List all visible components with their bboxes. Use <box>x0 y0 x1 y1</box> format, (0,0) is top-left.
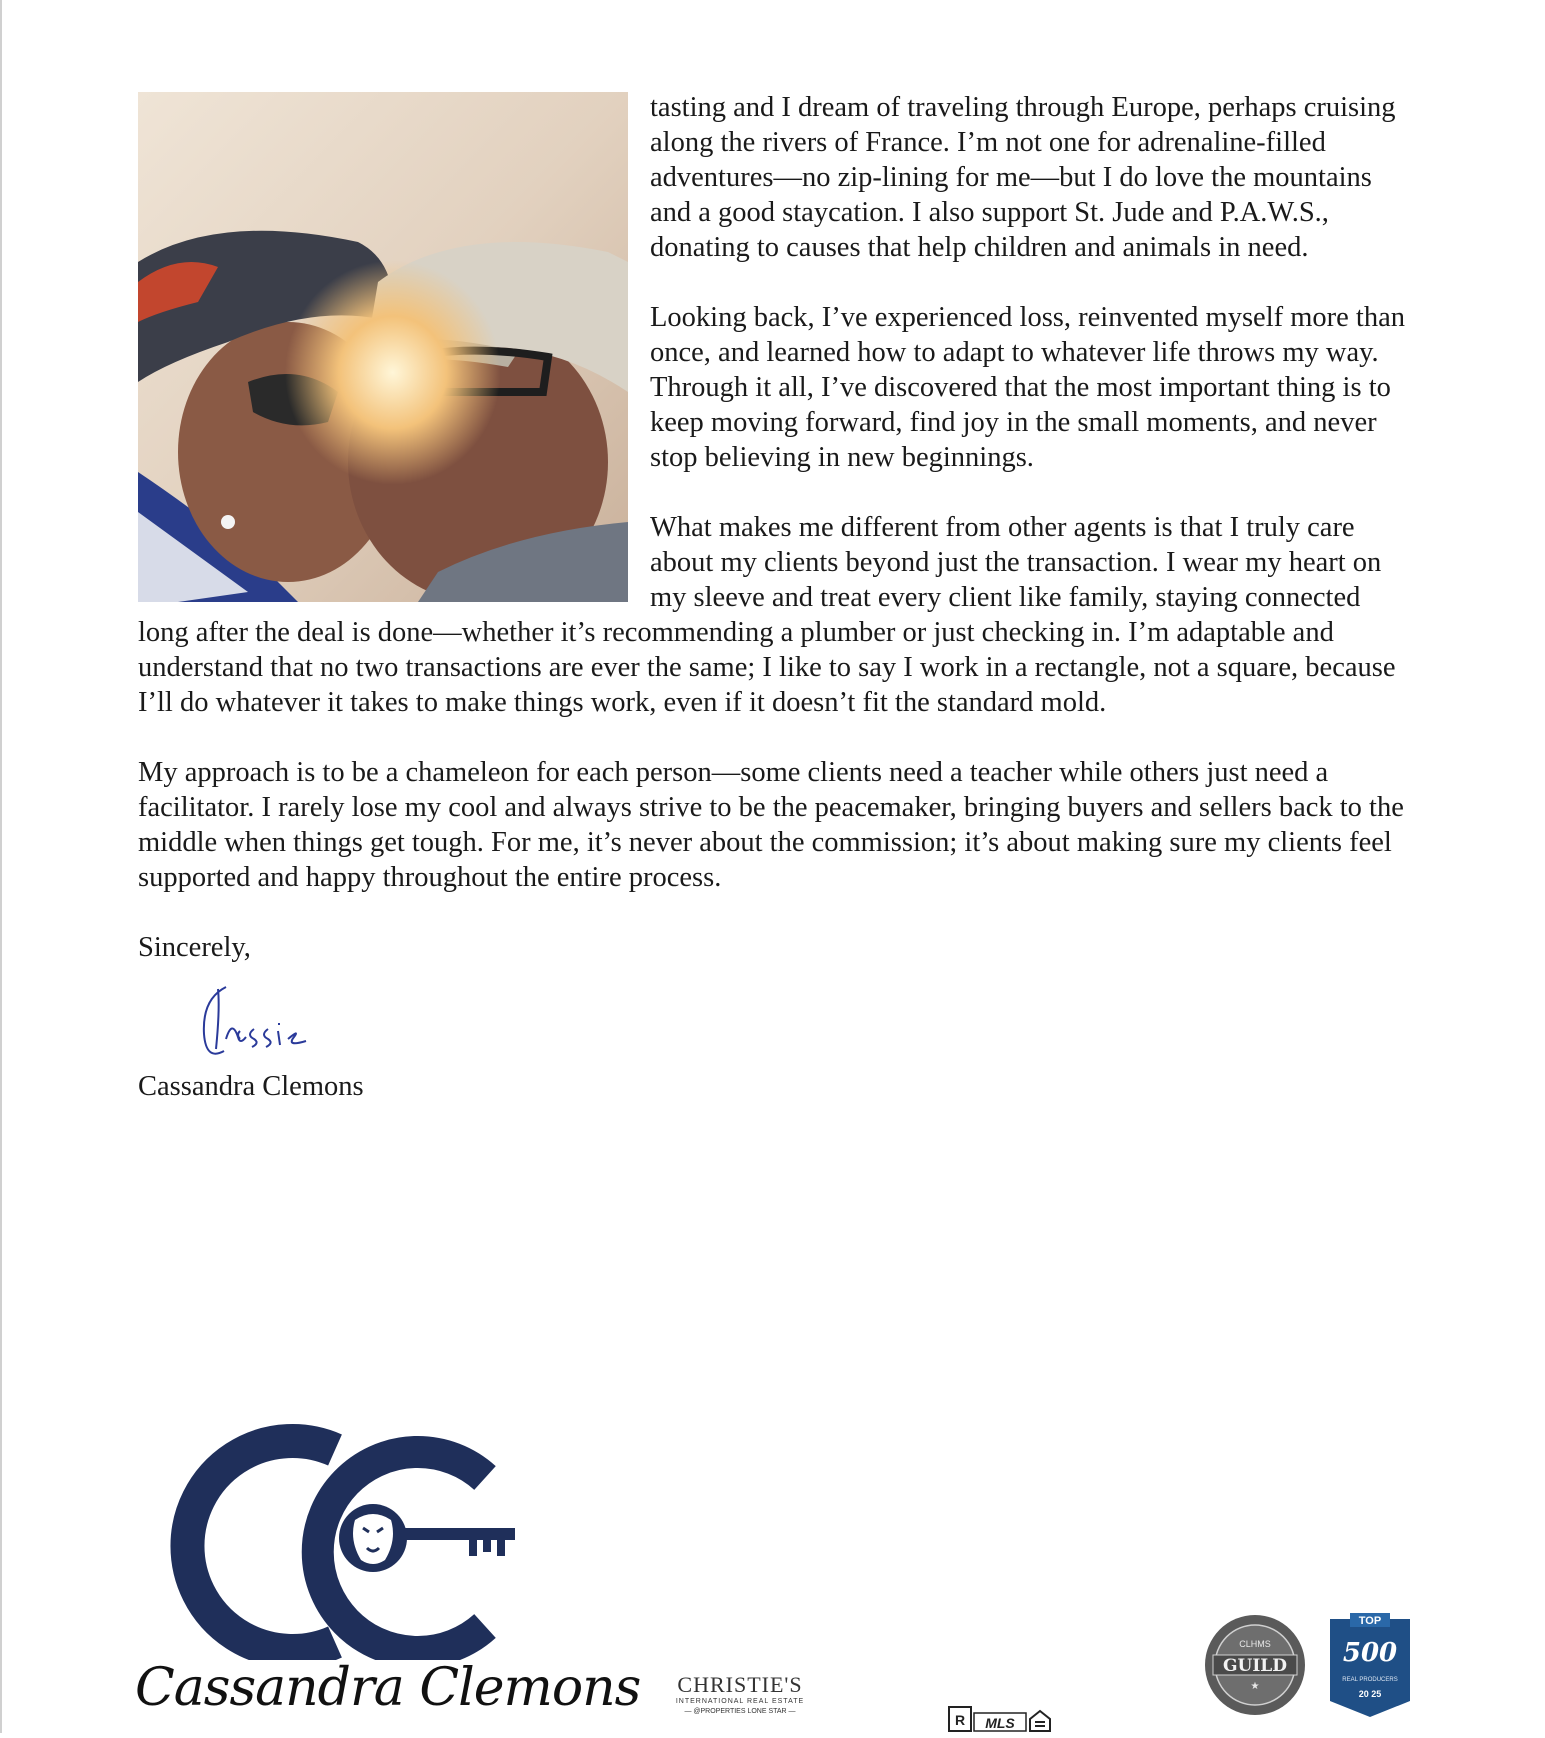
mls-logo <box>948 1705 1052 1733</box>
guild-label: GUILD <box>1223 1656 1287 1676</box>
logo-wordmark: Cassandra Clemons <box>135 1658 641 1718</box>
christies-title: CHRISTIE'S <box>677 1672 803 1697</box>
christies-brokerage: — @PROPERTIES LONE STAR — <box>684 1708 796 1715</box>
handwritten-signature <box>196 979 316 1069</box>
top500-sub: REAL PRODUCERS <box>1342 1677 1398 1683</box>
paragraph-1: tasting and I dream of traveling through Europe, perhaps cruising along the rivers of France. I’m not one for adrenaline-filled adventures—no zip-lining for me—but I do love the mountains and a good staycation. I also support St. Jude and P.A.W.S., donating to causes that help children and animals in need. <box>650 92 1396 263</box>
svg-text:★: ★ <box>1250 1681 1260 1692</box>
cassandra-clemons-logo <box>135 1420 641 1720</box>
top500-number: 500 <box>1342 1638 1398 1668</box>
guild-badge <box>1203 1613 1307 1717</box>
closing-text: Sincerely, <box>138 932 251 963</box>
top500-top: TOP <box>1358 1615 1382 1627</box>
paragraph-4: My approach is to be a chameleon for each person—some clients need a teacher while others just need a facilitator. I rarely lose my cool and always strive to be the peacemaker, bringing buyers and sellers back to the middle when things get tough. For me, it’s never about the commission; it’s about making sure my clients feel supported and happy throughout the entire process. <box>138 757 1404 893</box>
paragraph-2: Looking back, I’ve experienced loss, reinvented myself more than once, and learned how to adapt to whatever life throws my way. Through it all, I’ve discovered that the most important thing is to keep moving forward, find joy in the small moments, and never stop believing in new beginnings. <box>650 302 1405 473</box>
top-500-badge <box>1326 1611 1414 1721</box>
paragraph-3: What makes me different from other agents is that I truly care about my clients beyond just the transaction. I wear my heart on my sleeve and treat every client like family, staying connected long after the deal is done—whether it’s recommending a plumber or just checking in. I’m adaptable and understand that no two transactions are ever the same; I like to say I work in a rectangle, not a square, because I’ll do whatever it takes to make things work, even if it doesn’t fit the standard mold. <box>138 512 1396 718</box>
signer-name: Cassandra Clemons <box>138 1071 364 1102</box>
christies-logo <box>665 1673 815 1717</box>
couple-photo <box>138 92 628 602</box>
guild-top-text: CLHMS <box>1239 1639 1271 1649</box>
mls-label: MLS <box>985 1715 1015 1731</box>
top500-year: 20 25 <box>1358 1689 1382 1699</box>
svg-text:R: R <box>954 1712 966 1728</box>
christies-subtitle: INTERNATIONAL REAL ESTATE <box>675 1698 805 1705</box>
page-edge <box>0 0 2 1733</box>
letter-body <box>138 90 1418 1104</box>
